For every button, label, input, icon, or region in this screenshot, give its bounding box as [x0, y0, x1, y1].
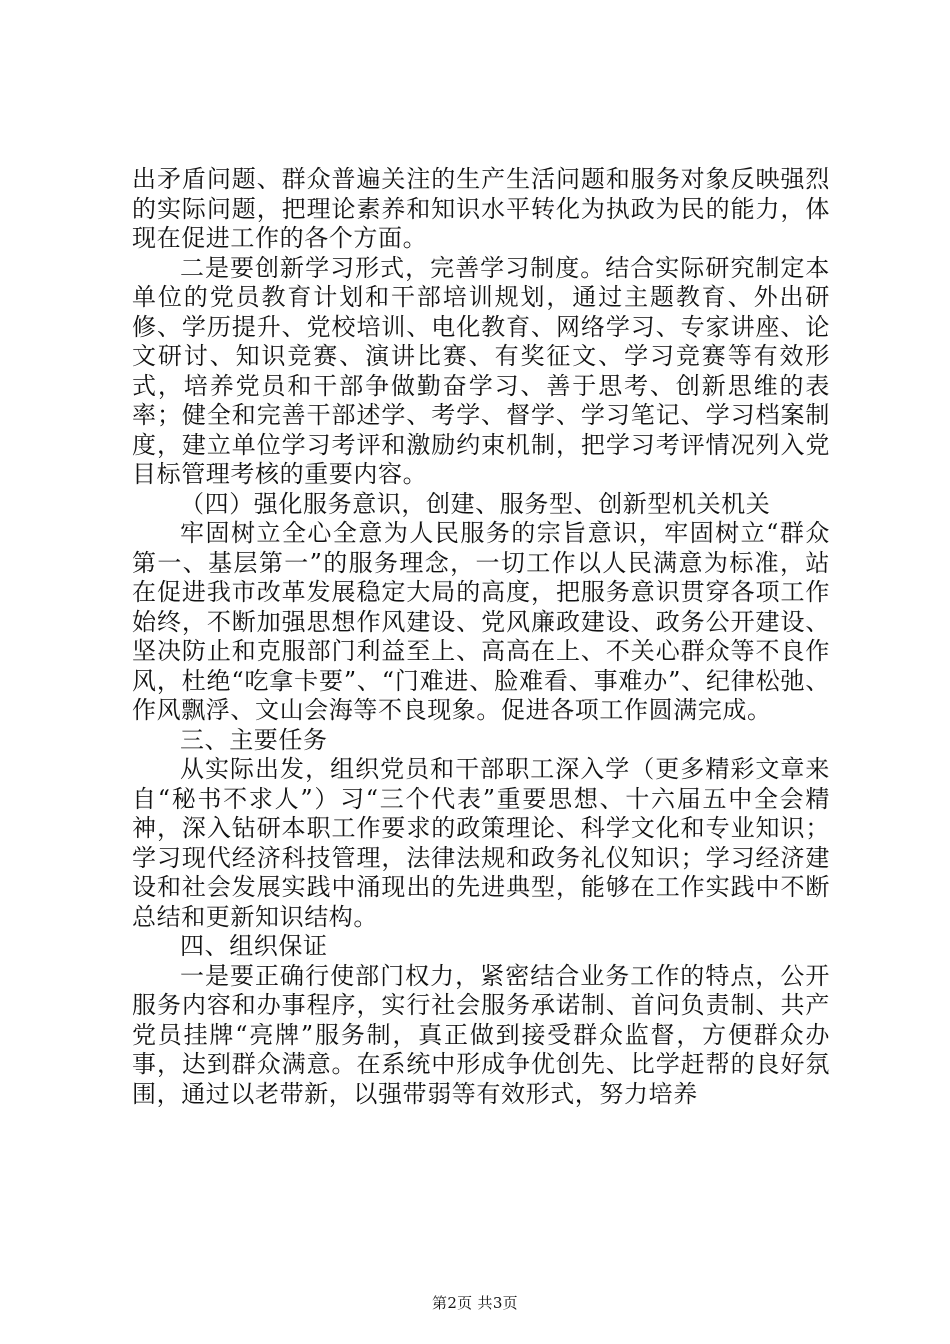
section-heading-main-tasks: 三、主要任务	[180, 725, 328, 754]
body-paragraph-4: 从实际出发，组织党员和干部职工深入学（更多精彩文章来自“秘书不求人”）习“三个代表”重要思想、十六届五中全会精神，深入钻研本职工作要求的政策理论、科学文化和专业知识；学习现代经济科技管理，法律法规和政务礼仪知识；学习经济建设和社会发展实践中涌现出的先进典型，能够在工作实践中不断总结和更新知识结构。	[132, 755, 830, 931]
page-footer: 第2页 共3页	[432, 1294, 518, 1312]
body-paragraph-5: 一是要正确行使部门权力，紧密结合业务工作的特点，公开服务内容和办事程序，实行社会服务承诺制、首问负责制、共产党员挂牌“亮牌”服务制，真正做到接受群众监督，方便群众办事，达到群众满意。在系统中形成争优创先、比学赶帮的良好氛围，通过以老带新，以强带弱等有效形式，努力培养	[132, 961, 830, 1108]
document-body	[132, 165, 830, 1109]
section-heading-organization: 四、组织保证	[180, 932, 328, 960]
body-paragraph-1: 出矛盾问题、群众普遍关注的生产生活问题和服务对象反映强烈的实际问题，把理论素养和知识水平转化为执政为民的能力，体现在促进工作的各个方面。	[132, 165, 830, 252]
body-paragraph-3: 牢固树立全心全意为人民服务的宗旨意识，牢固树立“群众第一、基层第一”的服务理念，一切工作以人民满意为标准，站在促进我市改革发展稳定大局的高度，把服务意识贯穿各项工作始终，不断加强思想作风建设、党风廉政建设、政务公开建设、坚决防止和克服部门利益至上、高高在上、不关心群众等不良作风，杜绝“吃拿卡要”、“门难进、脸难看、事难办”、纪律松弛、作风飘浮、文山会海等不良现象。促进各项工作圆满完成。	[132, 519, 830, 724]
body-paragraph-2: 二是要创新学习形式，完善学习制度。结合实际研究制定本单位的党员教育计划和干部培训规划，通过主题教育、外出研修、学历提升、党校培训、电化教育、网络学习、专家讲座、论文研讨、知识竞赛、演讲比赛、有奖征文、学习竞赛等有效形式，培养党员和干部争做勤奋学习、善于思考、创新思维的表率；健全和完善干部述学、考学、督学、学习笔记、学习档案制度，建立单位学习考评和激励约束机制，把学习考评情况列入党目标管理考核的重要内容。	[132, 253, 830, 488]
section-heading-4: （四）强化服务意识，创建、服务型、创新型机关机关	[180, 489, 771, 518]
